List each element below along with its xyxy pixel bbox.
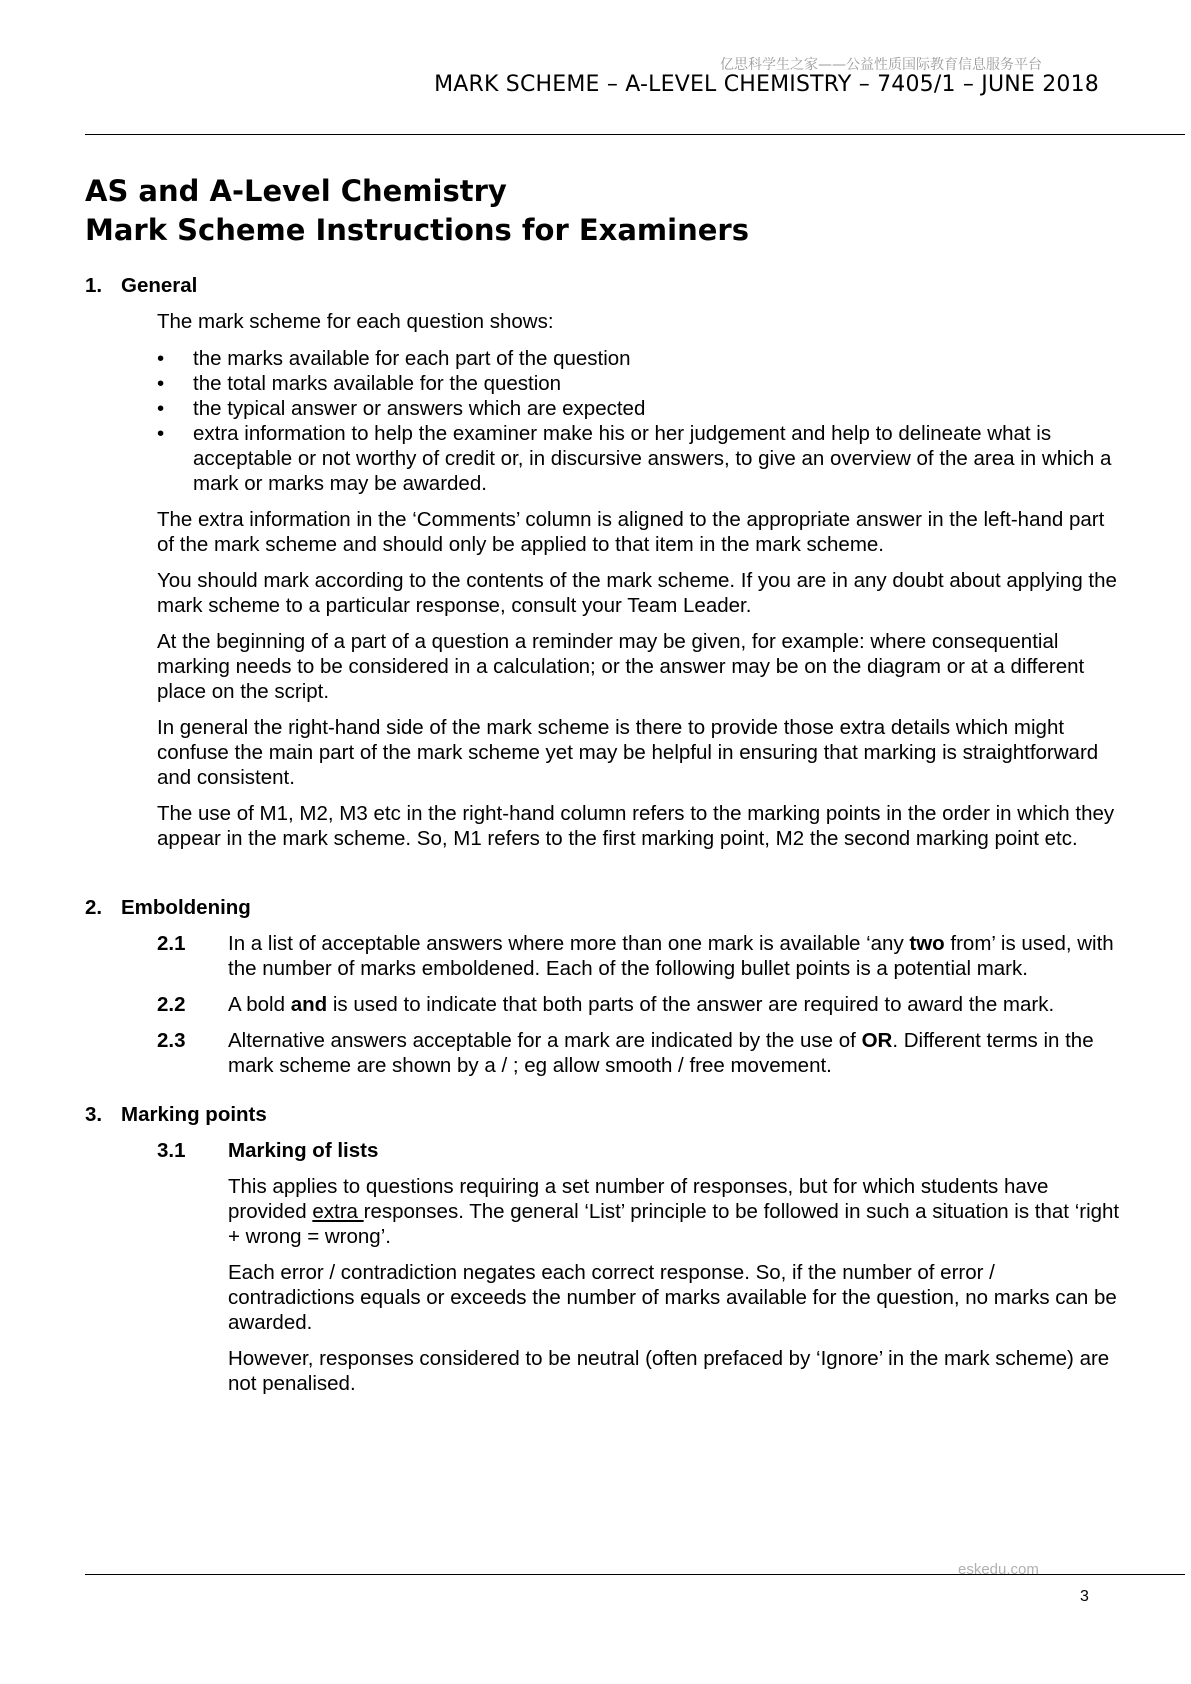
section-1-number: 1. bbox=[85, 274, 103, 297]
paragraph: In general the right-hand side of the mark scheme is there to provide those extra details which might confuse the main part of the mark scheme yet may be helpful in ensuring that marking is straightforward and consistent. bbox=[157, 716, 1099, 789]
footer-watermark: eskedu.com bbox=[958, 1561, 1039, 1578]
section-2-title: Emboldening bbox=[121, 896, 251, 919]
paragraph: At the beginning of a part of a question a reminder may be given, for example: where consequential marking needs to be considered in a calculation; or the answer may be on the diagram or at a different place on the script. bbox=[157, 630, 1085, 703]
document-body bbox=[85, 273, 1125, 1396]
footer-rule bbox=[85, 1574, 1185, 1575]
page-title bbox=[85, 172, 749, 250]
section-1-intro: The mark scheme for each question shows: bbox=[157, 310, 554, 333]
bullet-icon: • bbox=[157, 422, 165, 445]
subsection-3-1-heading bbox=[157, 1138, 1125, 1163]
header-title: MARK SCHEME – A-LEVEL CHEMISTRY – 7405/1 – JUNE 2018 bbox=[434, 72, 1099, 97]
section-1-title: General bbox=[121, 274, 198, 297]
subsection-number: 2.2 bbox=[157, 993, 186, 1016]
underlined-text: extra bbox=[312, 1200, 364, 1223]
subsection-2-3 bbox=[157, 1028, 1125, 1078]
paragraph: The use of M1, M2, M3 etc in the right-hand column refers to the marking points in the order in which they appear in the mark scheme. So, M1 refers to the first marking point, M2 the second marking point etc. bbox=[157, 802, 1115, 850]
bullet-icon: • bbox=[157, 397, 165, 420]
page-title-line1: AS and A-Level Chemistry bbox=[85, 174, 507, 208]
header-rule bbox=[85, 134, 1185, 135]
subsection-number: 3.1 bbox=[157, 1139, 186, 1162]
paragraph: Each error / contradiction negates each correct response. So, if the number of error / contradictions equals or exceeds the number of marks available for the question, no marks can be awarded. bbox=[228, 1261, 1117, 1334]
section-2-number: 2. bbox=[85, 896, 103, 919]
subsection-2-2 bbox=[157, 992, 1125, 1017]
paragraph: You should mark according to the contents of the mark scheme. If you are in any doubt about applying the mark scheme to a particular response, consult your Team Leader. bbox=[157, 569, 1117, 617]
paragraph: This applies to questions requiring a set number of responses, but for which students have provided extra responses. The general ‘List’ principle to be followed in such a situation is that ‘right + wrong = wrong’. bbox=[228, 1175, 1120, 1248]
section-3-number: 3. bbox=[85, 1103, 103, 1126]
section-1-bullet-list bbox=[157, 346, 1125, 496]
section-3-title: Marking points bbox=[121, 1103, 267, 1126]
section-3-heading bbox=[85, 1102, 1125, 1127]
subsection-text: A bold and is used to indicate that both parts of the answer are required to award the mark. bbox=[228, 993, 1055, 1016]
section-1-heading bbox=[85, 273, 1125, 298]
section-2-heading bbox=[85, 895, 1125, 920]
subsection-number: 2.3 bbox=[157, 1029, 186, 1052]
list-item: • extra information to help the examiner make his or her judgement and help to delineate what is acceptable or not worthy of credit or, in discursive answers, to give an overview of the area in which a mark or marks may be awarded. bbox=[157, 422, 1112, 495]
list-item: • the typical answer or answers which are expected bbox=[157, 397, 646, 420]
subsection-text: In a list of acceptable answers where more than one mark is available ‘any two from’ is used, with the number of marks emboldened. Each of the following bullet points is a potential mark. bbox=[228, 932, 1114, 980]
page-number: 3 bbox=[1080, 1588, 1089, 1605]
bullet-icon: • bbox=[157, 372, 165, 395]
subsection-title: Marking of lists bbox=[228, 1139, 379, 1162]
subsection-text: Alternative answers acceptable for a mark are indicated by the use of OR. Different terms in the mark scheme are shown by a / ; eg allow smooth / free movement. bbox=[228, 1029, 1094, 1077]
subsection-number: 2.1 bbox=[157, 932, 186, 955]
list-item: • the total marks available for the question bbox=[157, 372, 562, 395]
paragraph: However, responses considered to be neutral (often prefaced by ‘Ignore’ in the mark scheme) are not penalised. bbox=[228, 1347, 1110, 1395]
subsection-2-1 bbox=[157, 931, 1125, 981]
bullet-icon: • bbox=[157, 347, 165, 370]
paragraph: The extra information in the ‘Comments’ column is aligned to the appropriate answer in the left-hand part of the mark scheme and should only be applied to that item in the mark scheme. bbox=[157, 508, 1105, 556]
list-item: • the marks available for each part of the question bbox=[157, 347, 631, 370]
header-watermark: 亿思科学生之家——公益性质国际教育信息服务平台 bbox=[720, 57, 1042, 73]
page-title-line2: Mark Scheme Instructions for Examiners bbox=[85, 213, 749, 247]
